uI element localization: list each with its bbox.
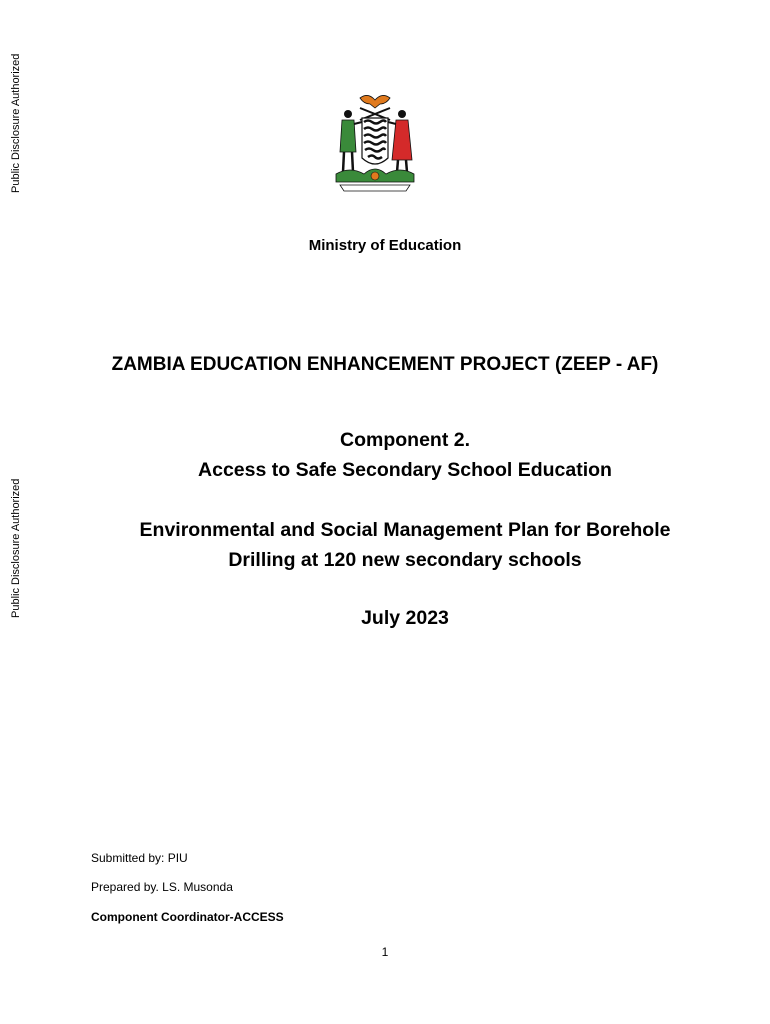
zambia-coat-of-arms-icon: [330, 90, 420, 195]
component-name: Access to Safe Secondary School Education: [198, 459, 612, 481]
disclosure-stamp-top: Public Disclosure Authorized: [10, 53, 22, 193]
prepared-by: Prepared by. LS. Musonda: [91, 880, 233, 894]
component-number: Component 2.: [340, 429, 470, 451]
plan-title: [40, 515, 770, 575]
plan-title-line-2: Drilling at 120 new secondary schools: [228, 549, 582, 571]
component-coordinator: Component Coordinator-ACCESS: [91, 910, 284, 924]
plan-title-line-1: Environmental and Social Management Plan for Borehole: [139, 519, 671, 541]
document-date: July 2023: [361, 607, 449, 629]
submitted-by: Submitted by: PIU: [91, 851, 188, 865]
component-heading: [40, 425, 770, 485]
disclosure-stamp-middle: Public Disclosure Authorized: [10, 478, 22, 618]
page-number: 1: [381, 945, 389, 959]
project-title: ZAMBIA EDUCATION ENHANCEMENT PROJECT (ZEEP - AF): [111, 354, 659, 375]
ministry-name: Ministry of Education: [308, 237, 462, 254]
